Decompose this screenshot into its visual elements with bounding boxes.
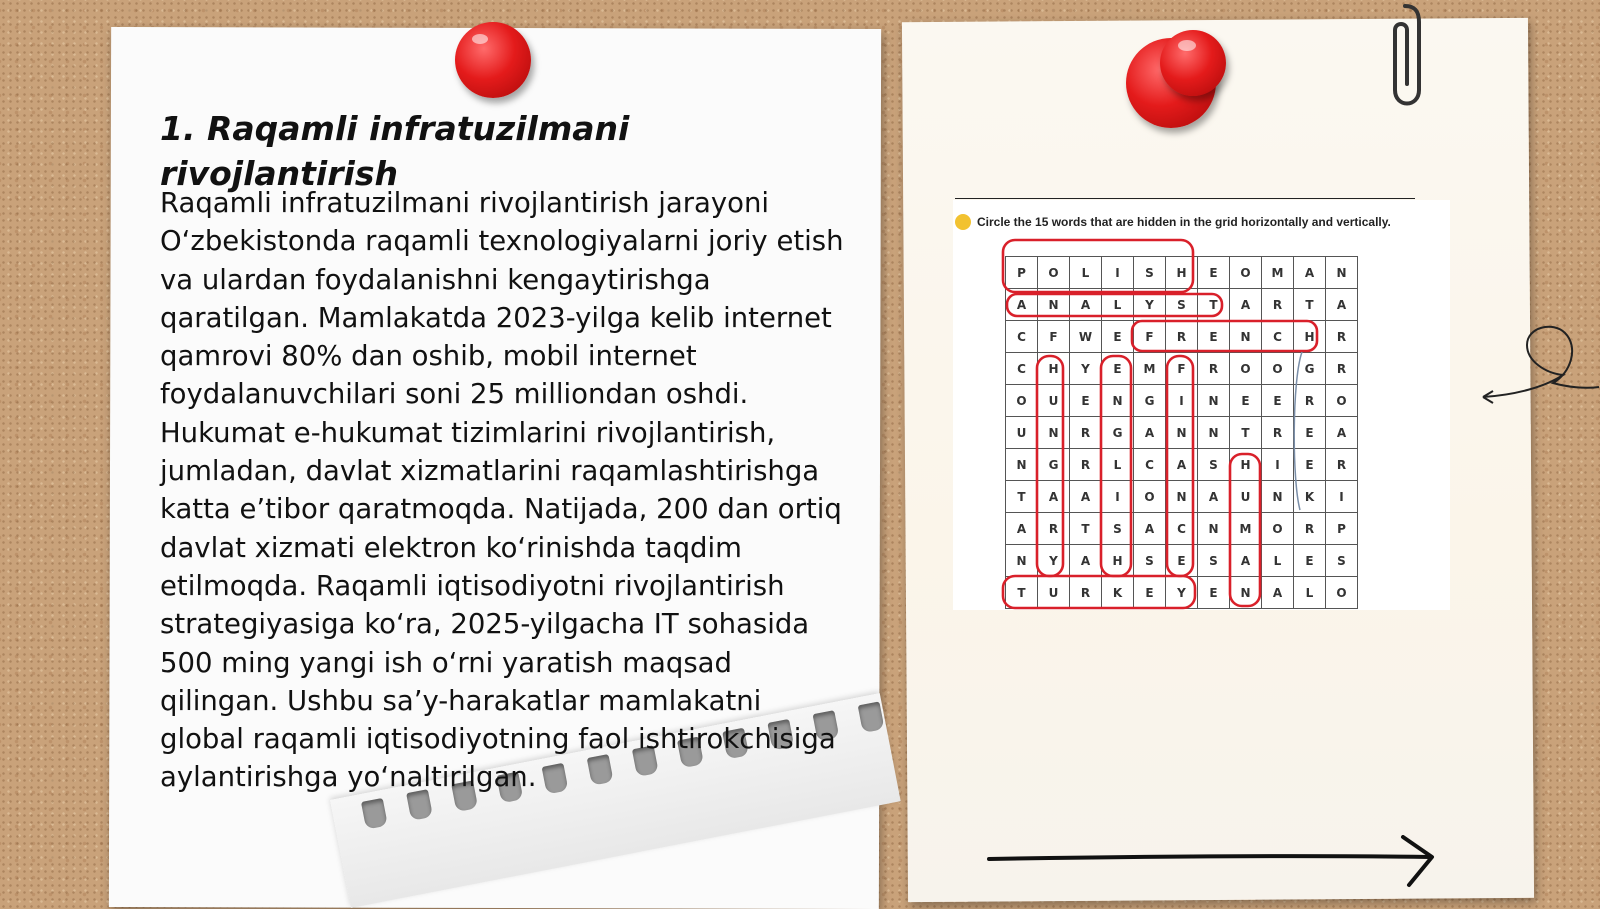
grid-cell: O (1326, 385, 1358, 417)
grid-cell: F (1038, 321, 1070, 353)
curly-arrow-icon (1475, 315, 1600, 415)
grid-cell: A (1134, 417, 1166, 449)
grid-cell: Y (1038, 545, 1070, 577)
grid-cell: G (1038, 449, 1070, 481)
grid-cell: N (1262, 481, 1294, 513)
instruction-text: Circle the 15 words that are hidden in the grid horizontally and vertically. (977, 215, 1391, 229)
grid-cell: E (1230, 385, 1262, 417)
grid-cell: N (1198, 417, 1230, 449)
grid-cell: M (1230, 513, 1262, 545)
grid-cell: C (1006, 353, 1038, 385)
divider-line (955, 198, 1415, 199)
slide-title: 1. Raqamli infratuzilmani rivojlantirish (160, 109, 630, 193)
grid-cell: A (1006, 513, 1038, 545)
grid-cell: E (1294, 417, 1326, 449)
grid-cell: N (1198, 513, 1230, 545)
grid-cell: O (1326, 577, 1358, 609)
grid-cell: R (1294, 513, 1326, 545)
grid-cell: E (1198, 321, 1230, 353)
grid-cell: E (1070, 385, 1102, 417)
grid-cell: W (1070, 321, 1102, 353)
grid-cell: R (1262, 289, 1294, 321)
grid-cell: G (1134, 385, 1166, 417)
grid-cell: E (1102, 321, 1134, 353)
grid-cell: S (1198, 545, 1230, 577)
grid-cell: E (1294, 449, 1326, 481)
grid-cell: A (1166, 449, 1198, 481)
grid-cell: R (1294, 385, 1326, 417)
grid-cell: N (1006, 449, 1038, 481)
arrow-right-icon (985, 835, 1445, 895)
grid-cell: E (1166, 545, 1198, 577)
grid-cell: U (1230, 481, 1262, 513)
grid-cell: N (1198, 385, 1230, 417)
grid-cell: N (1166, 417, 1198, 449)
grid-cell: A (1262, 577, 1294, 609)
grid-cell: O (1134, 481, 1166, 513)
grid-cell: U (1006, 417, 1038, 449)
grid-cell: T (1198, 289, 1230, 321)
grid-cell: N (1038, 289, 1070, 321)
grid-cell: H (1294, 321, 1326, 353)
grid-cell: R (1038, 513, 1070, 545)
grid-cell: H (1230, 449, 1262, 481)
grid-cell: I (1326, 481, 1358, 513)
grid-cell: R (1070, 417, 1102, 449)
grid-cell: E (1294, 545, 1326, 577)
grid-cell: A (1006, 289, 1038, 321)
grid-cell: O (1038, 257, 1070, 289)
grid-cell: G (1102, 417, 1134, 449)
grid-cell: A (1134, 513, 1166, 545)
grid-cell: L (1262, 545, 1294, 577)
grid-cell: A (1294, 257, 1326, 289)
grid-cell: A (1230, 289, 1262, 321)
grid-cell: N (1230, 577, 1262, 609)
grid-cell: C (1166, 513, 1198, 545)
grid-cell: N (1326, 257, 1358, 289)
grid-cell: N (1006, 545, 1038, 577)
push-pin-head-icon (1160, 30, 1226, 96)
grid-cell: E (1102, 353, 1134, 385)
grid-cell: R (1326, 449, 1358, 481)
grid-cell: Y (1070, 353, 1102, 385)
grid-cell: S (1166, 289, 1198, 321)
grid-cell: H (1166, 257, 1198, 289)
grid-cell: N (1230, 321, 1262, 353)
grid-cell: T (1294, 289, 1326, 321)
grid-cell: K (1294, 481, 1326, 513)
grid-cell: C (1262, 321, 1294, 353)
grid-cell: R (1326, 321, 1358, 353)
grid-cell: A (1230, 545, 1262, 577)
push-pin-icon (455, 22, 531, 98)
grid-cell: O (1230, 257, 1262, 289)
grid-cell: R (1070, 577, 1102, 609)
grid-cell: E (1198, 257, 1230, 289)
grid-cell: E (1134, 577, 1166, 609)
pin-highlight (1178, 40, 1196, 51)
grid-cell: Y (1166, 577, 1198, 609)
grid-cell: S (1102, 513, 1134, 545)
grid-cell: T (1230, 417, 1262, 449)
grid-cell: A (1070, 545, 1102, 577)
grid-cell: U (1038, 577, 1070, 609)
letter-grid (1005, 256, 1358, 609)
grid-cell: L (1102, 289, 1134, 321)
grid-cell: A (1326, 289, 1358, 321)
grid-cell: K (1102, 577, 1134, 609)
grid-cell: R (1262, 417, 1294, 449)
grid-cell: T (1006, 577, 1038, 609)
grid-cell: A (1326, 417, 1358, 449)
grid-cell: Y (1134, 289, 1166, 321)
grid-cell: A (1198, 481, 1230, 513)
grid-cell: H (1102, 545, 1134, 577)
grid-cell: P (1326, 513, 1358, 545)
pin-highlight (472, 34, 488, 44)
grid-cell: A (1070, 481, 1102, 513)
grid-cell: L (1070, 257, 1102, 289)
grid-cell: S (1326, 545, 1358, 577)
grid-cell: H (1038, 353, 1070, 385)
grid-cell: G (1294, 353, 1326, 385)
grid-cell: A (1070, 289, 1102, 321)
grid-cell: M (1134, 353, 1166, 385)
grid-cell: I (1262, 449, 1294, 481)
number-badge-icon (955, 214, 971, 230)
grid-cell: R (1166, 321, 1198, 353)
grid-cell: N (1166, 481, 1198, 513)
grid-cell: I (1102, 257, 1134, 289)
grid-cell: P (1006, 257, 1038, 289)
grid-cell: C (1134, 449, 1166, 481)
grid-cell: M (1262, 257, 1294, 289)
grid-cell: C (1006, 321, 1038, 353)
grid-cell: R (1070, 449, 1102, 481)
grid-cell: I (1102, 481, 1134, 513)
grid-cell: T (1006, 481, 1038, 513)
grid-cell: I (1166, 385, 1198, 417)
grid-cell: R (1198, 353, 1230, 385)
grid-cell: E (1262, 385, 1294, 417)
grid-cell: N (1038, 417, 1070, 449)
grid-cell: S (1134, 257, 1166, 289)
paperclip-icon (1375, 0, 1425, 130)
grid-cell: S (1134, 545, 1166, 577)
grid-cell: R (1326, 353, 1358, 385)
grid-cell: U (1038, 385, 1070, 417)
grid-cell: E (1198, 577, 1230, 609)
grid-cell: O (1262, 353, 1294, 385)
slide-body-text: Raqamli infratuzilmani rivojlantirish jarayoni O‘zbekistonda raqamli texnologiyalarni joriy etish va ulardan foydalanishni kengaytirishga qaratilgan. Mamlakatda 2023-yilga kelib internet qamrovi 80% dan oshib, mobil internet foydalanuvchilari soni 25 milliondan oshdi. Hukumat e-hukumat tizimlarini rivojlantirish, jumladan, davlat xizmatlarini raqamlashtirishga katta e’tibor qaratmoqda. Natijada, 200 dan ortiq davlat xizmati elektron ko‘rinishda taqdim etilmoqda. Raqamli iqtisodiyotni rivojlantirish strategiyasiga ko‘ra, 2025-yilgacha IT sohasida 500 ming yangi ish o‘rni yaratish maqsad qilingan. Ushbu sa’y-harakatlar mamlakatni global raqamli iqtisodiyotning faol ishtirokchisiga aylantirishga yo‘naltirilgan. (160, 187, 844, 794)
grid-cell: L (1102, 449, 1134, 481)
grid-cell: T (1070, 513, 1102, 545)
grid-cell: F (1134, 321, 1166, 353)
grid-cell: O (1262, 513, 1294, 545)
puzzle-instruction (955, 214, 1391, 230)
grid-cell: F (1166, 353, 1198, 385)
grid-cell: L (1294, 577, 1326, 609)
grid-cell: N (1102, 385, 1134, 417)
grid-cell: O (1006, 385, 1038, 417)
grid-cell: A (1038, 481, 1070, 513)
grid-cell: S (1198, 449, 1230, 481)
grid-cell: O (1230, 353, 1262, 385)
